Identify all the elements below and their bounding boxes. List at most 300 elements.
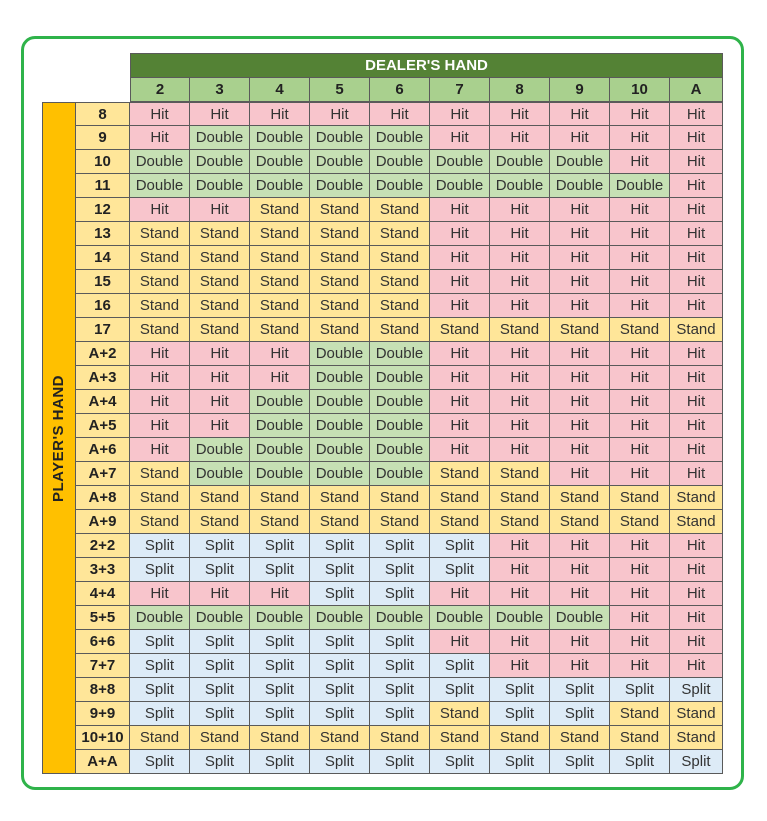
player-hand-label: A+2 <box>76 342 130 366</box>
strategy-cell: Hit <box>550 534 610 558</box>
player-hand-label: A+5 <box>76 414 130 438</box>
strategy-cell: Stand <box>190 222 250 246</box>
strategy-cell: Hit <box>430 390 490 414</box>
player-hand-title-text: PLAYER'S HAND <box>50 374 68 502</box>
strategy-cell: Hit <box>610 294 670 318</box>
strategy-cell: Double <box>490 150 550 174</box>
strategy-cell: Stand <box>310 486 370 510</box>
strategy-cell: Stand <box>310 294 370 318</box>
strategy-cell: Double <box>310 438 370 462</box>
strategy-cell: Hit <box>130 390 190 414</box>
strategy-cell: Double <box>370 366 430 390</box>
strategy-cell: Split <box>430 654 490 678</box>
strategy-cell: Stand <box>310 726 370 750</box>
strategy-cell: Hit <box>610 150 670 174</box>
strategy-cell: Stand <box>610 702 670 726</box>
strategy-cell: Stand <box>130 222 190 246</box>
strategy-cell: Double <box>250 174 310 198</box>
strategy-cell: Stand <box>490 486 550 510</box>
strategy-cell: Double <box>610 174 670 198</box>
strategy-cell: Hit <box>550 126 610 150</box>
strategy-cell: Split <box>370 678 430 702</box>
strategy-cell: Hit <box>490 222 550 246</box>
strategy-cell: Stand <box>250 318 310 342</box>
strategy-cell: Hit <box>130 438 190 462</box>
strategy-cell: Hit <box>430 198 490 222</box>
strategy-cell: Stand <box>670 486 723 510</box>
strategy-cell: Stand <box>430 702 490 726</box>
strategy-cell: Stand <box>670 702 723 726</box>
strategy-cell: Split <box>250 750 310 774</box>
player-hand-label: 11 <box>76 174 130 198</box>
strategy-cell: Double <box>190 462 250 486</box>
strategy-cell: Hit <box>130 414 190 438</box>
player-hand-label: 5+5 <box>76 606 130 630</box>
player-hand-title <box>42 102 76 774</box>
strategy-cell: Stand <box>430 486 490 510</box>
strategy-cell: Hit <box>490 630 550 654</box>
strategy-cell: Hit <box>490 198 550 222</box>
player-hand-label: A+A <box>76 750 130 774</box>
strategy-cell: Hit <box>550 438 610 462</box>
strategy-cell: Split <box>130 678 190 702</box>
strategy-cell: Hit <box>430 582 490 606</box>
strategy-cell: Stand <box>190 270 250 294</box>
strategy-cell: Hit <box>130 366 190 390</box>
strategy-cell: Stand <box>610 486 670 510</box>
strategy-cell: Split <box>250 702 310 726</box>
strategy-cell: Double <box>250 438 310 462</box>
strategy-cell: Stand <box>190 486 250 510</box>
strategy-cell: Hit <box>550 582 610 606</box>
dealer-card-header: 6 <box>370 78 430 102</box>
strategy-cell: Split <box>370 630 430 654</box>
strategy-cell: Hit <box>610 342 670 366</box>
strategy-cell: Split <box>130 558 190 582</box>
strategy-cell: Split <box>130 630 190 654</box>
dealer-card-header: 10 <box>610 78 670 102</box>
strategy-cell: Stand <box>190 318 250 342</box>
strategy-cell: Hit <box>250 102 310 126</box>
strategy-cell: Stand <box>430 510 490 534</box>
strategy-cell: Double <box>370 390 430 414</box>
strategy-cell: Double <box>310 174 370 198</box>
strategy-cell: Hit <box>550 462 610 486</box>
strategy-cell: Hit <box>670 654 723 678</box>
dealer-card-header: 7 <box>430 78 490 102</box>
strategy-cell: Hit <box>550 654 610 678</box>
strategy-cell: Hit <box>490 342 550 366</box>
dealer-hand-title: DEALER'S HAND <box>130 53 723 78</box>
player-hand-label: 3+3 <box>76 558 130 582</box>
strategy-cell: Split <box>190 630 250 654</box>
strategy-cell: Hit <box>610 462 670 486</box>
strategy-cell: Split <box>610 678 670 702</box>
strategy-cell: Hit <box>130 102 190 126</box>
strategy-cell: Double <box>190 606 250 630</box>
strategy-cell: Double <box>550 150 610 174</box>
strategy-cell: Split <box>310 630 370 654</box>
strategy-cell: Hit <box>430 246 490 270</box>
strategy-cell: Hit <box>130 582 190 606</box>
player-hand-label: 13 <box>76 222 130 246</box>
strategy-cell: Hit <box>550 102 610 126</box>
strategy-cell: Split <box>310 702 370 726</box>
dealer-card-header: 5 <box>310 78 370 102</box>
strategy-cell: Stand <box>490 726 550 750</box>
strategy-cell: Hit <box>430 366 490 390</box>
player-hand-label: A+4 <box>76 390 130 414</box>
strategy-cell: Hit <box>670 534 723 558</box>
strategy-cell: Double <box>490 606 550 630</box>
strategy-cell: Stand <box>370 246 430 270</box>
strategy-cell: Split <box>130 702 190 726</box>
strategy-cell: Hit <box>190 366 250 390</box>
strategy-cell: Hit <box>610 654 670 678</box>
strategy-cell: Hit <box>670 438 723 462</box>
strategy-cell: Stand <box>430 726 490 750</box>
strategy-cell: Double <box>130 150 190 174</box>
strategy-cell: Split <box>130 534 190 558</box>
strategy-cell: Split <box>190 678 250 702</box>
player-hand-label: 9 <box>76 126 130 150</box>
player-hand-label: 10 <box>76 150 130 174</box>
strategy-cell: Stand <box>430 318 490 342</box>
strategy-cell: Double <box>370 342 430 366</box>
strategy-cell: Stand <box>250 726 310 750</box>
strategy-cell: Stand <box>610 510 670 534</box>
strategy-cell: Split <box>370 702 430 726</box>
strategy-cell: Stand <box>610 318 670 342</box>
strategy-cell: Hit <box>670 462 723 486</box>
strategy-cell: Stand <box>250 486 310 510</box>
strategy-cell: Hit <box>550 342 610 366</box>
strategy-cell: Hit <box>670 222 723 246</box>
strategy-cell: Hit <box>610 222 670 246</box>
strategy-cell: Hit <box>250 582 310 606</box>
strategy-cell: Hit <box>490 102 550 126</box>
strategy-cell: Double <box>490 174 550 198</box>
dealer-card-header: 8 <box>490 78 550 102</box>
strategy-cell: Hit <box>490 438 550 462</box>
strategy-cell: Stand <box>250 246 310 270</box>
strategy-cell: Hit <box>490 390 550 414</box>
strategy-cell: Hit <box>190 198 250 222</box>
strategy-cell: Hit <box>550 414 610 438</box>
strategy-cell: Stand <box>310 270 370 294</box>
strategy-cell: Hit <box>610 582 670 606</box>
strategy-cell: Hit <box>670 150 723 174</box>
strategy-cell: Hit <box>670 174 723 198</box>
strategy-cell: Double <box>430 174 490 198</box>
player-hand-label: 17 <box>76 318 130 342</box>
strategy-cell: Split <box>490 678 550 702</box>
strategy-cell: Double <box>250 150 310 174</box>
strategy-cell: Split <box>190 702 250 726</box>
strategy-cell: Stand <box>130 318 190 342</box>
strategy-cell: Double <box>370 150 430 174</box>
strategy-cell: Stand <box>370 270 430 294</box>
strategy-cell: Hit <box>550 366 610 390</box>
player-hand-label: 15 <box>76 270 130 294</box>
strategy-cell: Hit <box>250 366 310 390</box>
strategy-cell: Hit <box>610 198 670 222</box>
strategy-cell: Double <box>250 390 310 414</box>
dealer-card-header: 9 <box>550 78 610 102</box>
strategy-cell: Stand <box>370 222 430 246</box>
strategy-cell: Hit <box>370 102 430 126</box>
strategy-cell: Hit <box>670 606 723 630</box>
strategy-cell: Double <box>550 606 610 630</box>
strategy-cell: Hit <box>670 342 723 366</box>
strategy-cell: Double <box>370 414 430 438</box>
strategy-cell: Hit <box>610 390 670 414</box>
strategy-cell: Hit <box>670 558 723 582</box>
strategy-cell: Stand <box>490 318 550 342</box>
strategy-cell: Double <box>310 390 370 414</box>
strategy-cell: Split <box>250 654 310 678</box>
strategy-cell: Stand <box>370 510 430 534</box>
strategy-cell: Split <box>670 750 723 774</box>
strategy-cell: Stand <box>670 726 723 750</box>
dealer-card-header: A <box>670 78 723 102</box>
strategy-cell: Stand <box>550 510 610 534</box>
strategy-cell: Double <box>250 606 310 630</box>
strategy-cell: Stand <box>550 486 610 510</box>
strategy-cell: Hit <box>190 582 250 606</box>
strategy-cell: Stand <box>490 510 550 534</box>
strategy-cell: Hit <box>430 342 490 366</box>
strategy-cell: Hit <box>670 366 723 390</box>
strategy-cell: Hit <box>490 294 550 318</box>
strategy-cell: Split <box>190 654 250 678</box>
strategy-cell: Stand <box>490 462 550 486</box>
strategy-cell: Hit <box>430 438 490 462</box>
strategy-cell: Hit <box>490 366 550 390</box>
strategy-cell: Double <box>430 150 490 174</box>
strategy-cell: Stand <box>250 270 310 294</box>
player-hand-label: 6+6 <box>76 630 130 654</box>
strategy-cell: Double <box>250 462 310 486</box>
strategy-cell: Double <box>190 438 250 462</box>
strategy-cell: Stand <box>130 270 190 294</box>
strategy-cell: Hit <box>490 582 550 606</box>
strategy-cell: Split <box>610 750 670 774</box>
player-hand-label: 4+4 <box>76 582 130 606</box>
strategy-cell: Split <box>310 582 370 606</box>
strategy-cell: Split <box>190 558 250 582</box>
strategy-cell: Stand <box>370 198 430 222</box>
strategy-cell: Stand <box>250 222 310 246</box>
strategy-cell: Split <box>550 678 610 702</box>
strategy-cell: Double <box>370 606 430 630</box>
strategy-cell: Double <box>130 606 190 630</box>
player-hand-label: A+7 <box>76 462 130 486</box>
strategy-cell: Split <box>670 678 723 702</box>
strategy-cell: Split <box>370 654 430 678</box>
strategy-cell: Hit <box>190 102 250 126</box>
strategy-cell: Stand <box>250 294 310 318</box>
strategy-cell: Hit <box>430 126 490 150</box>
strategy-cell: Split <box>490 702 550 726</box>
strategy-cell: Hit <box>610 366 670 390</box>
strategy-cell: Stand <box>670 318 723 342</box>
strategy-cell: Stand <box>550 726 610 750</box>
strategy-cell: Hit <box>670 630 723 654</box>
strategy-cell: Hit <box>190 342 250 366</box>
strategy-cell: Hit <box>670 246 723 270</box>
strategy-cell: Double <box>370 462 430 486</box>
strategy-cell: Stand <box>190 246 250 270</box>
strategy-cell: Hit <box>610 558 670 582</box>
strategy-cell: Hit <box>550 222 610 246</box>
strategy-cell: Double <box>310 342 370 366</box>
strategy-cell: Split <box>310 534 370 558</box>
strategy-cell: Hit <box>670 270 723 294</box>
strategy-cell: Double <box>190 150 250 174</box>
strategy-cell: Hit <box>190 414 250 438</box>
strategy-cell: Hit <box>610 534 670 558</box>
strategy-cell: Double <box>550 174 610 198</box>
strategy-cell: Hit <box>250 342 310 366</box>
strategy-cell: Hit <box>610 438 670 462</box>
strategy-cell: Hit <box>430 270 490 294</box>
table-corner <box>42 53 130 102</box>
dealer-card-header: 4 <box>250 78 310 102</box>
player-hand-label: 7+7 <box>76 654 130 678</box>
player-hand-label: A+8 <box>76 486 130 510</box>
strategy-cell: Split <box>430 750 490 774</box>
player-hand-label: A+3 <box>76 366 130 390</box>
strategy-cell: Hit <box>130 198 190 222</box>
strategy-cell: Stand <box>310 246 370 270</box>
strategy-cell: Double <box>310 366 370 390</box>
strategy-cell: Stand <box>370 486 430 510</box>
strategy-cell: Split <box>370 534 430 558</box>
strategy-cell: Hit <box>490 654 550 678</box>
strategy-cell: Hit <box>670 582 723 606</box>
strategy-cell: Split <box>310 678 370 702</box>
strategy-cell: Split <box>430 678 490 702</box>
dealer-card-header: 2 <box>130 78 190 102</box>
strategy-cell: Double <box>250 126 310 150</box>
strategy-cell: Hit <box>430 102 490 126</box>
strategy-cell: Stand <box>310 318 370 342</box>
strategy-cell: Hit <box>550 198 610 222</box>
strategy-cell: Double <box>190 126 250 150</box>
strategy-cell: Stand <box>610 726 670 750</box>
strategy-cell: Double <box>250 414 310 438</box>
strategy-cell: Hit <box>430 222 490 246</box>
strategy-cell: Hit <box>490 558 550 582</box>
strategy-cell: Stand <box>130 486 190 510</box>
player-hand-label: A+6 <box>76 438 130 462</box>
strategy-cell: Stand <box>130 510 190 534</box>
strategy-cell: Double <box>430 606 490 630</box>
strategy-cell: Hit <box>490 414 550 438</box>
strategy-table <box>42 53 723 776</box>
strategy-cell: Hit <box>490 270 550 294</box>
strategy-cell: Hit <box>610 126 670 150</box>
strategy-cell: Stand <box>370 294 430 318</box>
player-hand-label: 8+8 <box>76 678 130 702</box>
strategy-cell: Hit <box>670 102 723 126</box>
player-hand-label: 12 <box>76 198 130 222</box>
strategy-cell: Stand <box>430 462 490 486</box>
strategy-cell: Stand <box>190 726 250 750</box>
strategy-cell: Hit <box>610 630 670 654</box>
strategy-cell: Split <box>310 654 370 678</box>
strategy-cell: Split <box>250 534 310 558</box>
strategy-cell: Hit <box>610 606 670 630</box>
strategy-cell: Double <box>310 126 370 150</box>
strategy-cell: Hit <box>190 390 250 414</box>
strategy-cell: Stand <box>130 294 190 318</box>
strategy-cell: Stand <box>310 510 370 534</box>
strategy-cell: Hit <box>430 630 490 654</box>
strategy-cell: Hit <box>610 246 670 270</box>
strategy-cell: Hit <box>310 102 370 126</box>
strategy-cell: Split <box>550 750 610 774</box>
strategy-cell: Hit <box>550 294 610 318</box>
strategy-cell: Stand <box>190 510 250 534</box>
strategy-cell: Stand <box>370 726 430 750</box>
strategy-cell: Hit <box>670 126 723 150</box>
strategy-cell: Split <box>490 750 550 774</box>
strategy-cell: Hit <box>610 102 670 126</box>
strategy-cell: Split <box>430 558 490 582</box>
strategy-cell: Hit <box>490 534 550 558</box>
strategy-cell: Double <box>130 174 190 198</box>
strategy-cell: Stand <box>310 198 370 222</box>
strategy-cell: Stand <box>370 318 430 342</box>
strategy-cell: Hit <box>550 558 610 582</box>
strategy-cell: Split <box>430 534 490 558</box>
strategy-cell: Split <box>250 678 310 702</box>
strategy-cell: Hit <box>550 246 610 270</box>
strategy-cell: Split <box>370 582 430 606</box>
strategy-cell: Split <box>310 558 370 582</box>
strategy-cell: Split <box>550 702 610 726</box>
player-hand-label: 16 <box>76 294 130 318</box>
strategy-cell: Split <box>130 654 190 678</box>
strategy-cell: Hit <box>550 390 610 414</box>
strategy-cell: Hit <box>550 630 610 654</box>
strategy-cell: Hit <box>490 126 550 150</box>
strategy-cell: Double <box>310 150 370 174</box>
strategy-cell: Stand <box>250 198 310 222</box>
strategy-cell: Split <box>130 750 190 774</box>
player-hand-label: 9+9 <box>76 702 130 726</box>
strategy-cell: Hit <box>430 414 490 438</box>
strategy-cell: Hit <box>670 198 723 222</box>
strategy-cell: Double <box>310 606 370 630</box>
strategy-cell: Stand <box>670 510 723 534</box>
strategy-cell: Split <box>250 558 310 582</box>
strategy-cell: Hit <box>610 414 670 438</box>
strategy-cell: Double <box>370 174 430 198</box>
strategy-cell: Stand <box>130 246 190 270</box>
player-hand-label: 10+10 <box>76 726 130 750</box>
strategy-cell: Stand <box>550 318 610 342</box>
strategy-cell: Double <box>310 414 370 438</box>
strategy-cell: Hit <box>670 294 723 318</box>
strategy-cell: Hit <box>550 270 610 294</box>
dealer-card-header: 3 <box>190 78 250 102</box>
strategy-cell: Stand <box>190 294 250 318</box>
strategy-cell: Hit <box>670 414 723 438</box>
strategy-cell: Stand <box>130 462 190 486</box>
